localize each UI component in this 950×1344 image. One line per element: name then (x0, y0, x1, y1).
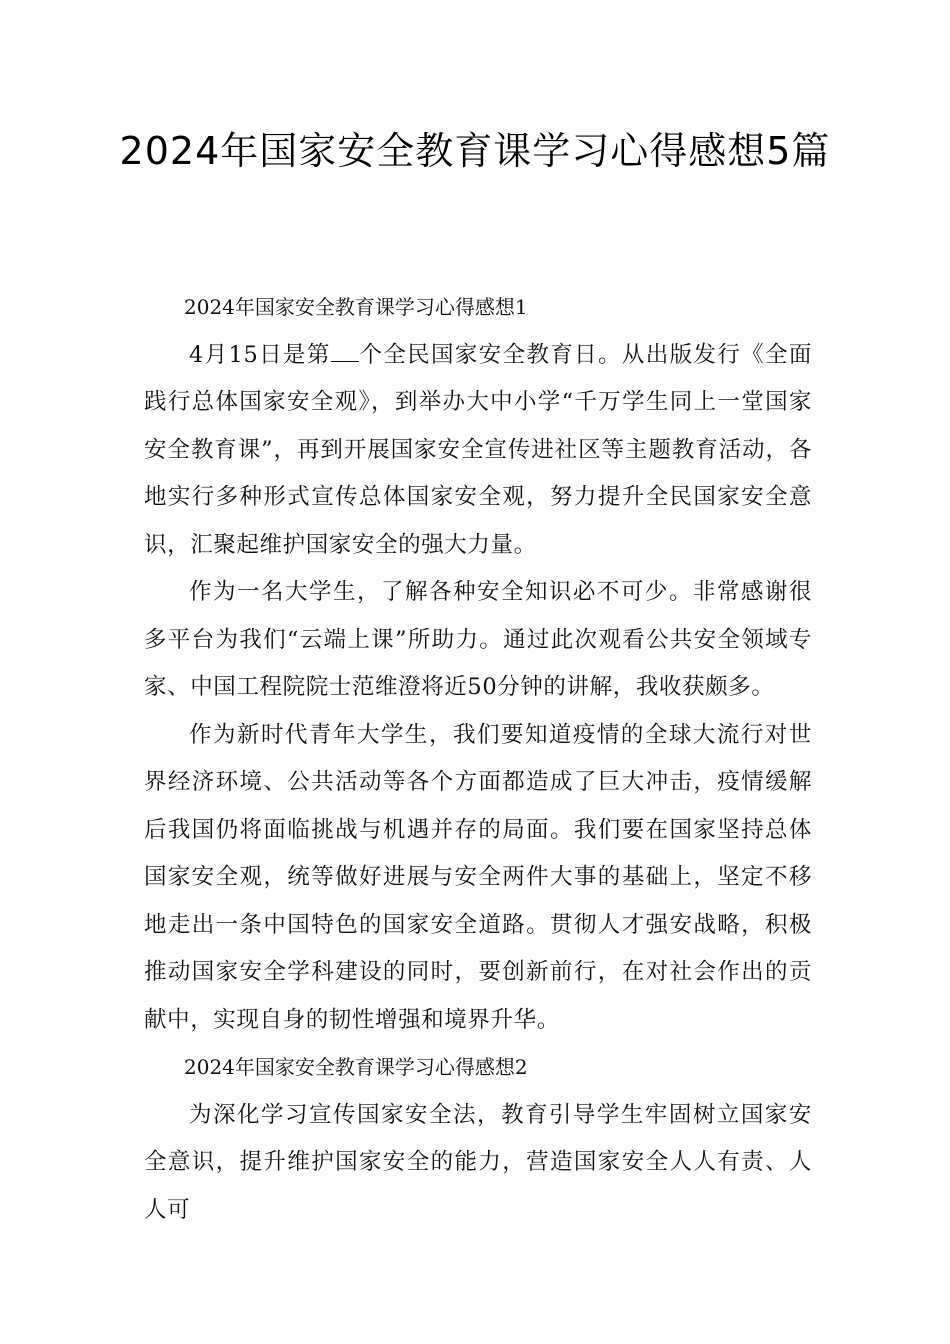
section-heading-1: 2024年国家安全教育课学习心得感想1 (184, 295, 528, 319)
paragraph-1-2: 作为一名大学生，了解各种安全知识必不可少。非常感谢很多平台为我们“云端上课”所助力。通过此次观看公共安全领域专家、中国工程院院士范维澄将近50分钟的讲解，我收获颇多。 (144, 579, 812, 700)
document-body (144, 284, 812, 1234)
paragraph-1-3: 作为新时代青年大学生，我们要知道疫情的全球大流行对世界经济环境、公共活动等各个方面都造成了巨大冲击，疫情缓解后我国仍将面临挑战与机遇并存的局面。我们要在国家坚持总体国家安全观，统等做好进展与安全两件大事的基础上，坚定不移地走出一条中国特色的国家安全道路。贯彻人才强安战略，积极推动国家安全学科建设的同时，要创新前行，在对社会作出的贡献中，实现自身的韧性增强和境界升华。 (144, 721, 812, 1033)
document-title: 2024年国家安全教育课学习心得感想5篇 (119, 129, 831, 173)
paragraph-text-start: 4月15日是第 (189, 341, 331, 368)
fill-in-blank (331, 341, 359, 362)
section-heading-2: 2024年国家安全教育课学习心得感想2 (184, 1055, 528, 1079)
paragraph-text-rest: 个全民国家安全教育日。从出版发行《全面践行总体国家安全观》，到举办大中小学“千万学生同上一堂国家安全教育课”，再到开展国家安全宣传进社区等主题教育活动，各地实行多种形式宣传总体国家安全观，努力提升全民国家安全意识，汇聚起维护国家安全的强大力量。 (144, 341, 812, 558)
paragraph-1-1 (144, 332, 812, 570)
paragraph-2-1: 为深化学习宣传国家安全法，教育引导学生牢固树立国家安全意识，提升维护国家安全的能力，营造国家安全人人有责、人人可 (144, 1101, 812, 1223)
